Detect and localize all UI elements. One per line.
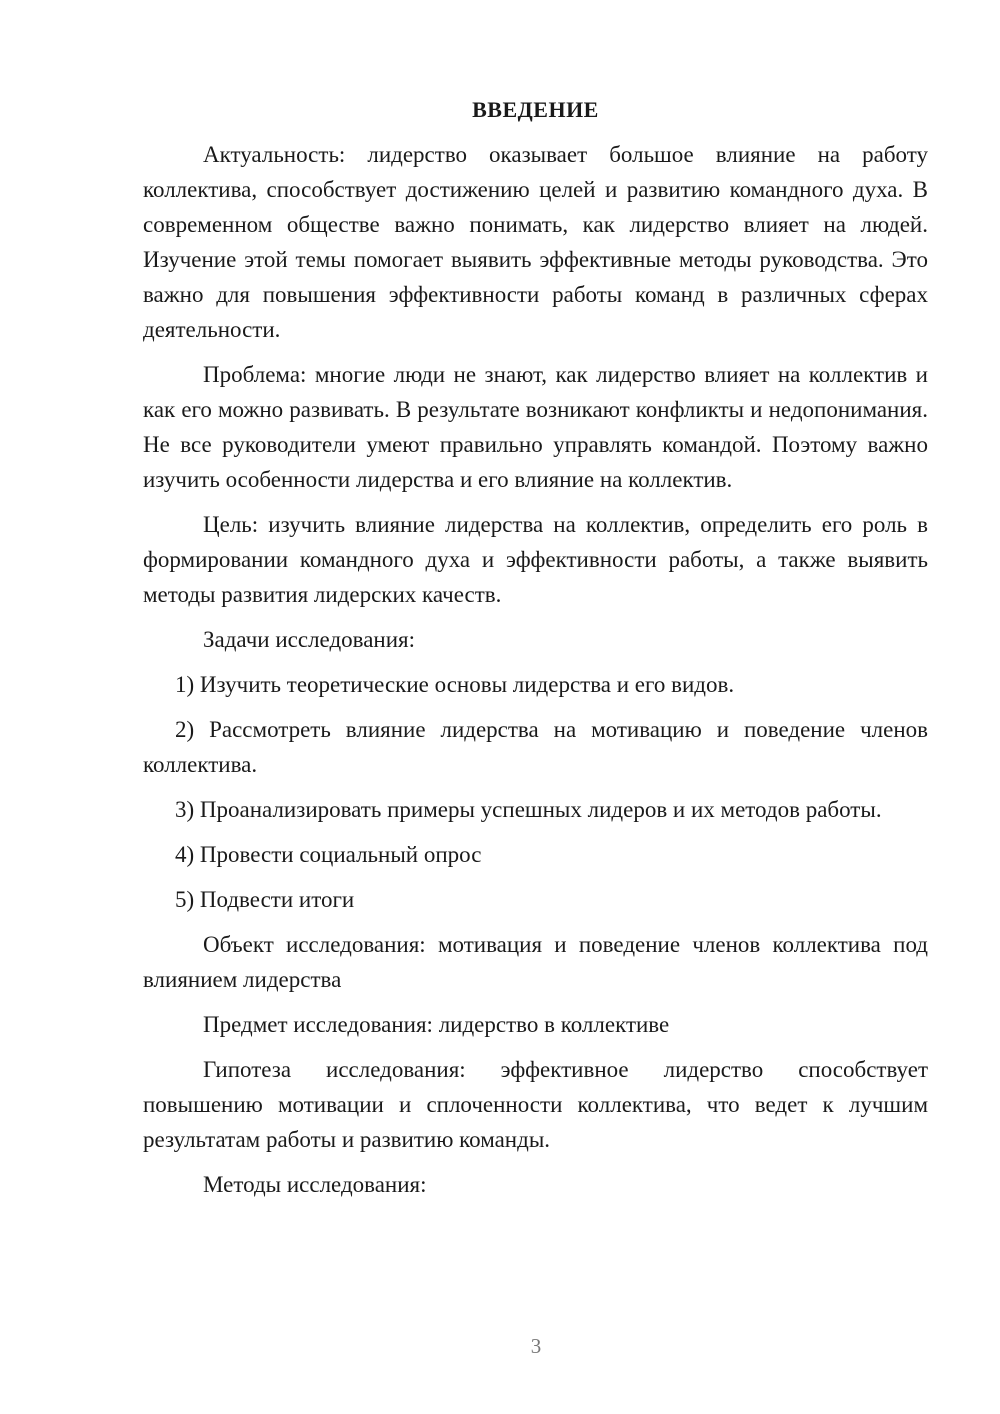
- paragraph-methods: Методы исследования:: [203, 1172, 427, 1197]
- task-item: 4) Провести социальный опрос: [175, 842, 482, 867]
- paragraph-tasks-heading: Задачи исследования:: [203, 627, 416, 652]
- task-item: 5) Подвести итоги: [175, 887, 355, 912]
- paragraph-problem: Проблема: многие люди не знают, как лидерство влияет на коллектив и как его можно развивать. В результате возникают конфликты и недопонимания. Не все руководители умеют правильно управлять командой. Поэтому важно изучить особенности лидерства и его влияние на коллектив.: [143, 362, 928, 492]
- paragraph-goal: Цель: изучить влияние лидерства на коллектив, определить его роль в формировании командного духа и эффективности работы, а также выявить методы развития лидерских качеств.: [143, 512, 928, 607]
- document-body: [143, 92, 928, 1212]
- section-title: ВВЕДЕНИЕ: [472, 97, 599, 122]
- paragraph-relevance: Актуальность: лидерство оказывает большое влияние на работу коллектива, способствует достижению целей и развитию командного духа. В современном обществе важно понимать, как лидерство влияет на людей. Изучение этой темы помогает выявить эффективные методы руководства. Это важно для повышения эффективности работы команд в различных сферах деятельности.: [143, 142, 928, 342]
- page-number: 3: [530, 1334, 542, 1358]
- task-item: 2) Рассмотреть влияние лидерства на мотивацию и поведение членов коллектива.: [143, 717, 928, 777]
- paragraph-hypothesis: Гипотеза исследования: эффективное лидерство способствует повышению мотивации и сплоченности коллектива, что ведет к лучшим результатам работы и развитию команды.: [143, 1057, 928, 1152]
- task-item: 1) Изучить теоретические основы лидерства и его видов.: [175, 672, 735, 697]
- paragraph-object: Объект исследования: мотивация и поведение членов коллектива под влиянием лидерства: [143, 932, 928, 992]
- task-item: 3) Проанализировать примеры успешных лидеров и их методов работы.: [175, 797, 882, 822]
- paragraph-subject: Предмет исследования: лидерство в коллективе: [203, 1012, 670, 1037]
